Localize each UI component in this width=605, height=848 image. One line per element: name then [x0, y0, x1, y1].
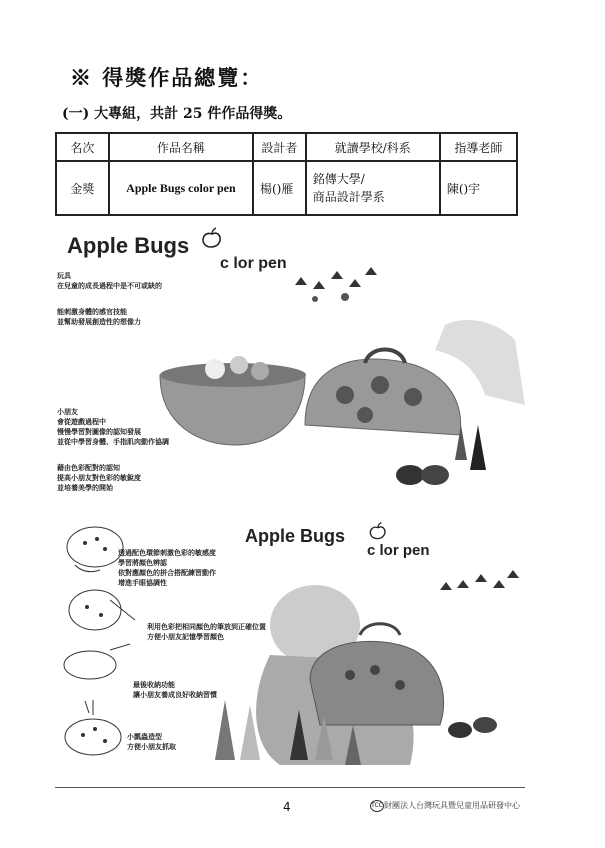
awards-table [55, 132, 518, 216]
cell-work-name: Apple Bugs color pen [109, 161, 253, 215]
panel2-caption-1: 透過配色環節刺激色彩的敏感度 學習將顏色辨認 依對應顏色的拼合搭配練習動作 增進手眼協調性 [118, 549, 216, 587]
brand-title-2: Apple Bugs [245, 526, 346, 546]
footer-organization: 財團法人台灣玩具暨兒童用品研發中心 [384, 801, 520, 810]
product-photo-2 [210, 575, 510, 770]
product-panel-1 [55, 225, 525, 495]
panel2-caption-4: 小瓢蟲造型 方便小朋友抓取 [127, 733, 176, 751]
brand-title-1: Apple Bugs [67, 233, 190, 258]
table-row [56, 161, 517, 215]
footer-divider [55, 787, 525, 788]
brand-subtitle-2: c lor pen [367, 542, 430, 559]
product-photo-1 [155, 285, 525, 495]
header-designer: 設計者 [253, 133, 306, 161]
cell-designer: 楊()雁 [253, 161, 306, 215]
school-line-1: 銘傳大學/ [312, 172, 365, 186]
panel1-caption-4: 藉由色彩配對的認知 提高小朋友對色彩的敏銳度 並培養美學的開始 [57, 464, 141, 492]
brand-subtitle-1: c lor pen [220, 255, 287, 272]
section-title: (一) 大專組，共計 25 件作品得獎。 [62, 106, 292, 122]
header-school: 就讀學校/科系 [306, 133, 440, 161]
header-rank: 名次 [56, 133, 109, 161]
panel1-caption-3: 小朋友 會從遊戲過程中 慢慢學習對圖像的認知發展 並從中學習身體、手指肌肉動作協調 [57, 408, 169, 446]
cell-rank: 金獎 [56, 161, 109, 215]
organization-logo: TCC [370, 800, 384, 812]
panel2-caption-3: 最後收納功能 讓小朋友養成良好收納習慣 [133, 681, 217, 699]
cell-teacher: 陳()宇 [440, 161, 517, 215]
school-line-2: 商品設計學系 [312, 190, 385, 204]
header-work-name: 作品名稱 [109, 133, 253, 161]
apple-outline-icon [367, 520, 389, 542]
product-panel-2 [55, 510, 525, 770]
panel2-caption-2: 利用色彩把相同顏色的筆放到正確位置 方便小朋友記憶學習顏色 [147, 623, 266, 641]
page-title: ※ 得獎作品總覽： [70, 65, 264, 90]
apple-outline-icon [199, 225, 225, 251]
panel1-caption-2: 能刺激身體的感官技能 並幫助發展創造性的想像力 [57, 308, 141, 326]
cell-school [306, 161, 440, 215]
panel1-caption-1: 玩具 在兒童的成長過程中是不可或缺的 [57, 272, 162, 290]
header-teacher: 指導老師 [440, 133, 517, 161]
page-number: 4 [283, 800, 291, 814]
table-header-row [56, 133, 517, 161]
